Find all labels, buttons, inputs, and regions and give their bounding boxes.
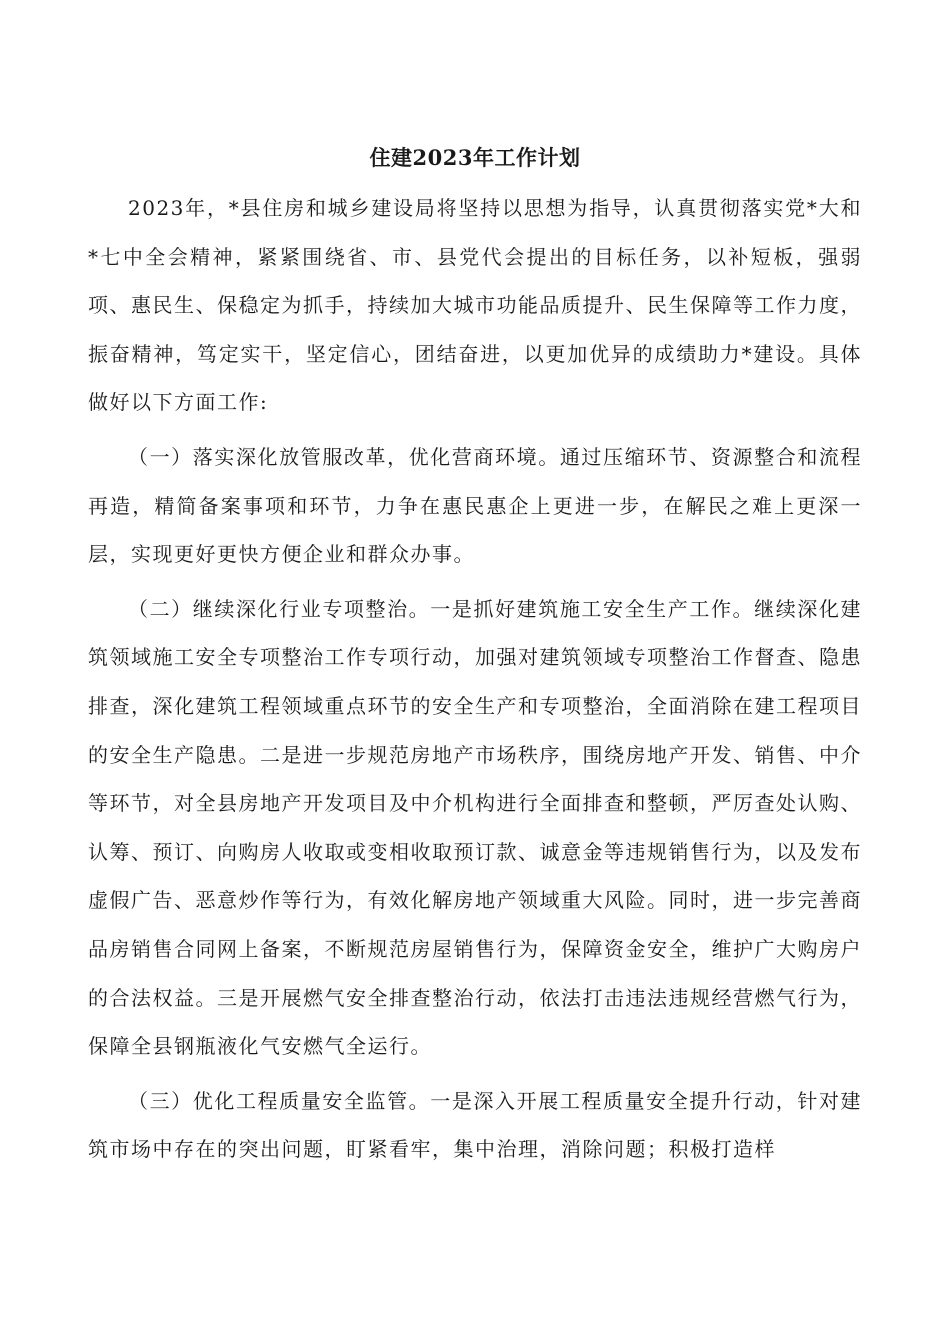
paragraph-section-2: （二）继续深化行业专项整治。一是抓好建筑施工安全生产工作。继续深化建筑领域施工安全专项整治工作专项行动，加强对建筑领域专项整治工作督查、隐患排查，深化建筑工程领域重点环节的安全生产和专项整治，全面消除在建工程项目的安全生产隐患。二是进一步规范房地产市场秩序，围绕房地产开发、销售、中介等环节，对全县房地产开发项目及中介机构进行全面排查和整顿，严厉查处认购、认筹、预订、向购房人收取或变相收取预订款、诚意金等违规销售行为，以及发布虚假广告、恶意炒作等行为，有效化解房地产领域重大风险。同时，进一步完善商品房销售合同网上备案，不断规范房屋销售行为，保障资金安全，维护广大购房户的合法权益。三是开展燃气安全排查整治行动，依法打击违法违规经营燃气行为，保障全县钢瓶液化气安燃气全运行。 bbox=[88, 596, 862, 1059]
document-title: 住建2023年工作计划 bbox=[369, 145, 581, 170]
paragraph-intro: 2023年，*县住房和城乡建设局将坚持以思想为指导，认真贯彻落实党*大和*七中全会精神，紧紧围绕省、市、县党代会提出的目标任务，以补短板，强弱项、惠民生、保稳定为抓手，持续加大城市功能品质提升、民生保障等工作力度，振奋精神，笃定实干，坚定信心，团结奋进，以更加优异的成绩助力*建设。具体做好以下方面工作: bbox=[88, 196, 862, 415]
paragraph-section-3: （三）优化工程质量安全监管。一是深入开展工程质量安全提升行动，针对建筑市场中存在的突出问题，盯紧看牢，集中治理，消除问题；积极打造样 bbox=[88, 1088, 862, 1162]
paragraph-section-1: （一）落实深化放管服改革，优化营商环境。通过压缩环节、资源整合和流程再造，精简备案事项和环节，力争在惠民惠企上更进一步，在解民之难上更深一层，实现更好更快方便企业和群众办事。 bbox=[88, 444, 862, 567]
